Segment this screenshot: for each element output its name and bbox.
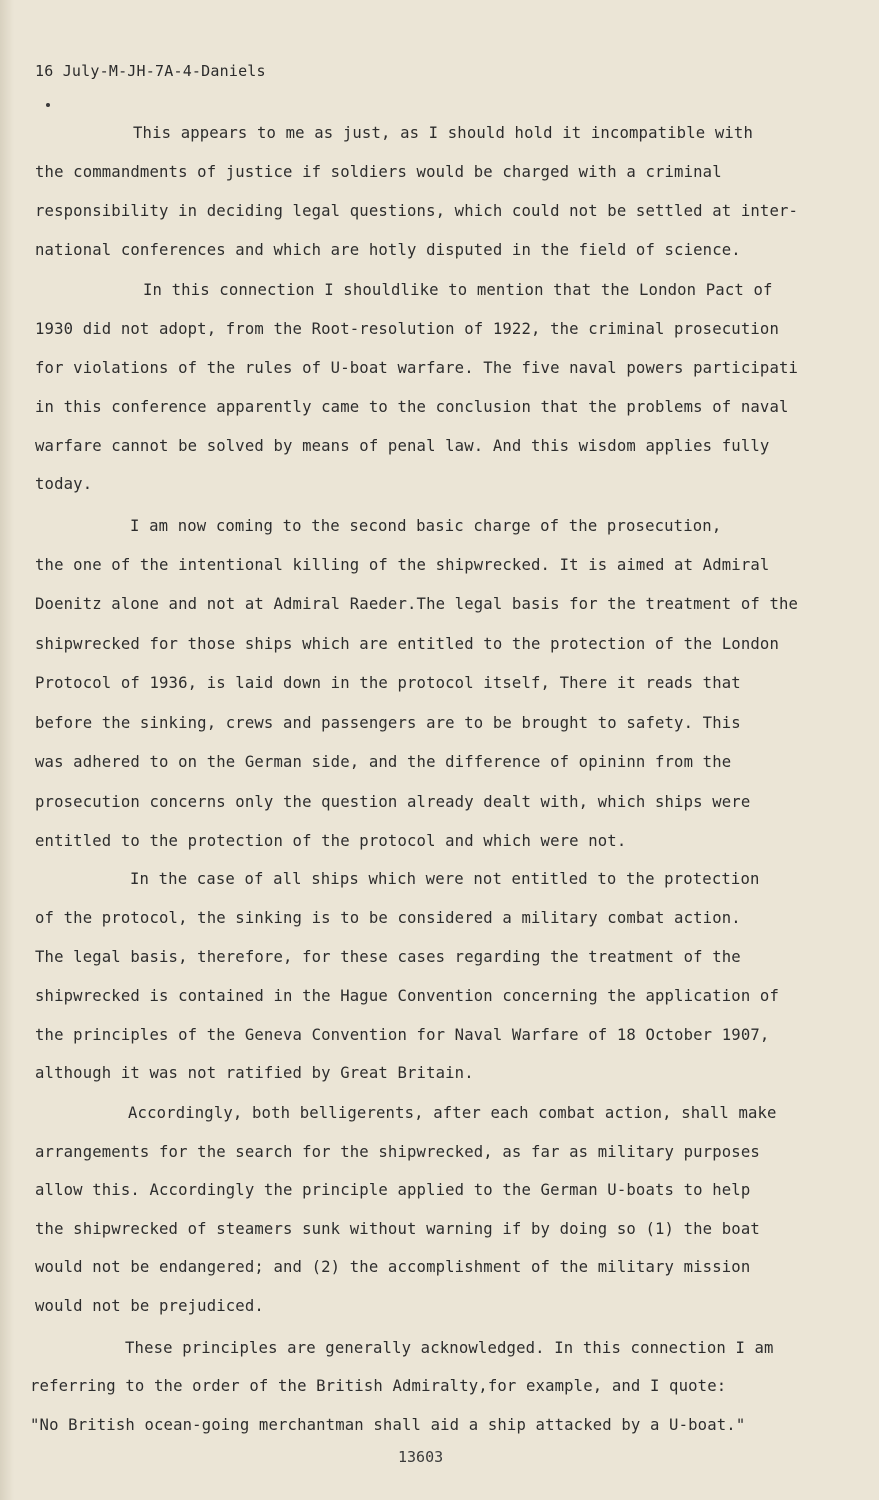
text-line: The legal basis, therefore, for these cases regarding the treatment of the	[35, 948, 741, 966]
text-line: the principles of the Geneva Convention for Naval Warfare of 18 October 1907,	[35, 1026, 770, 1044]
text-line: the shipwrecked of steamers sunk without warning if by doing so (1) the boat	[35, 1220, 760, 1238]
text-line: before the sinking, crews and passengers are to be brought to safety. This	[35, 714, 741, 732]
text-line: entitled to the protection of the protocol and which were not.	[35, 832, 627, 850]
text-line: In this connection I shouldlike to mention that the London Pact of	[143, 281, 773, 299]
text-line: would not be prejudiced.	[35, 1297, 264, 1315]
text-line: although it was not ratified by Great Britain.	[35, 1064, 474, 1082]
text-line: would not be endangered; and (2) the accomplishment of the military mission	[35, 1258, 751, 1276]
text-line: arrangements for the search for the shipwrecked, as far as military purposes	[35, 1143, 760, 1161]
text-line: "No British ocean-going merchantman shall aid a ship attacked by a U-boat."	[30, 1416, 746, 1434]
text-line: These principles are generally acknowledged. In this connection I am	[125, 1339, 774, 1357]
text-line: in this conference apparently came to the conclusion that the problems of naval	[35, 398, 789, 416]
page-number: 13603	[398, 1448, 444, 1466]
text-line: Doenitz alone and not at Admiral Raeder.The legal basis for the treatment of the	[35, 595, 799, 613]
text-line: warfare cannot be solved by means of penal law. And this wisdom applies fully	[35, 437, 770, 455]
text-line: responsibility in deciding legal questions, which could not be settled at inter-	[35, 202, 799, 220]
text-line: the commandments of justice if soldiers would be charged with a criminal	[35, 163, 722, 181]
text-line: I am now coming to the second basic charge of the prosecution,	[130, 517, 722, 535]
text-line: the one of the intentional killing of the shipwrecked. It is aimed at Admiral	[35, 556, 770, 574]
text-line: shipwrecked is contained in the Hague Convention concerning the application of	[35, 987, 779, 1005]
page-header: 16 July-M-JH-7A-4-Daniels	[35, 62, 266, 80]
text-line: national conferences and which are hotly disputed in the field of science.	[35, 241, 741, 259]
text-line: In the case of all ships which were not entitled to the protection	[130, 870, 760, 888]
text-line: prosecution concerns only the question already dealt with, which ships were	[35, 793, 751, 811]
text-line: 1930 did not adopt, from the Root-resolution of 1922, the criminal prosecution	[35, 320, 779, 338]
text-line: Protocol of 1936, is laid down in the protocol itself, There it reads that	[35, 674, 741, 692]
text-line: Accordingly, both belligerents, after each combat action, shall make	[128, 1104, 777, 1122]
text-line: This appears to me as just, as I should hold it incompatible with	[133, 124, 753, 142]
text-line: today.	[35, 475, 93, 493]
text-line: of the protocol, the sinking is to be considered a military combat action.	[35, 909, 741, 927]
text-line: shipwrecked for those ships which are entitled to the protection of the London	[35, 635, 779, 653]
text-line: was adhered to on the German side, and the difference of opininn from the	[35, 753, 732, 771]
text-line: allow this. Accordingly the principle applied to the German U-boats to help	[35, 1181, 751, 1199]
text-line: referring to the order of the British Admiralty,for example, and I quote:	[30, 1377, 727, 1395]
text-line: for violations of the rules of U-boat warfare. The five naval powers participati	[35, 359, 799, 377]
ink-mark	[46, 103, 50, 107]
